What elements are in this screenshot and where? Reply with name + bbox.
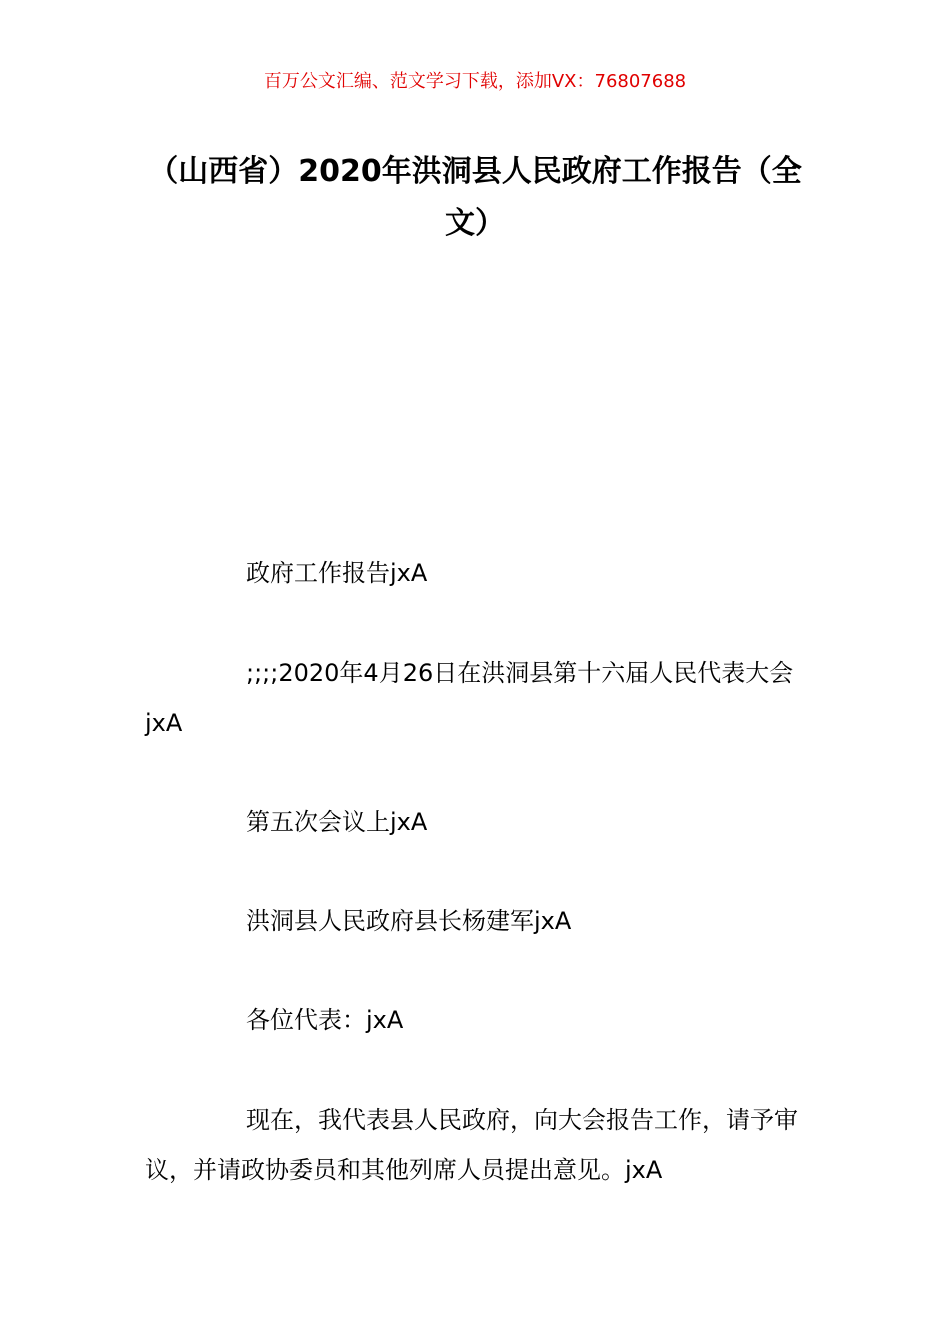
paragraph-report-name: 政府工作报告jxA bbox=[246, 559, 428, 587]
paragraph-date-meeting: ;;;;2020年4月26日在洪洞县第十六届人民代表大会jxA bbox=[145, 659, 794, 737]
paragraph-session: 第五次会议上jxA bbox=[246, 808, 428, 836]
document-title: （山西省）2020年洪洞县人民政府工作报告（全文） bbox=[148, 154, 802, 241]
paragraph-greeting: 各位代表：jxA bbox=[246, 1006, 404, 1034]
paragraph-intro: 现在，我代表县人民政府，向大会报告工作，请予审议，并请政协委员和其他列席人员提出意见。jxA bbox=[145, 1106, 798, 1184]
promo-header-note: 百万公文汇编、范文学习下载，添加VX：76807688 bbox=[263, 71, 687, 92]
paragraph-speaker: 洪洞县人民政府县长杨建军jxA bbox=[246, 907, 572, 935]
